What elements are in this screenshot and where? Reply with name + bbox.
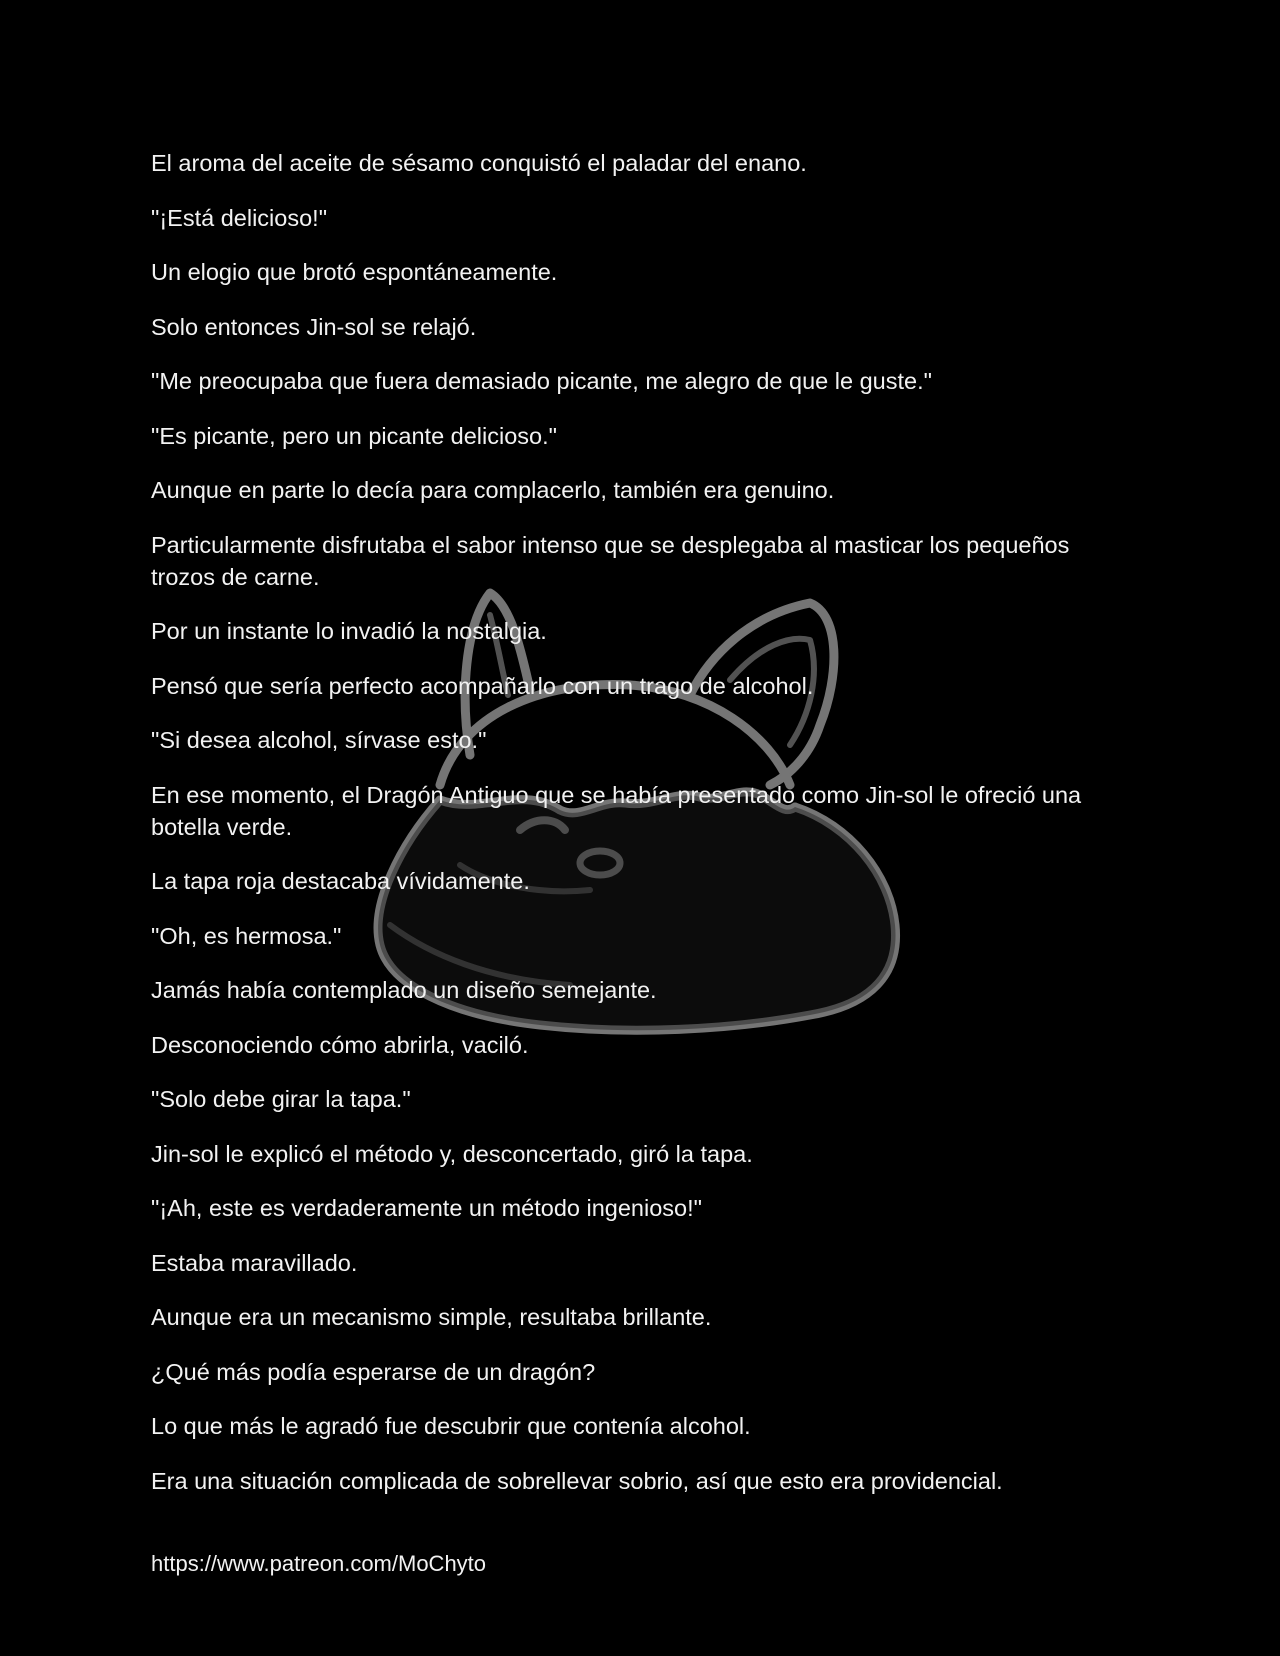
paragraph: Pensó que sería perfecto acompañarlo con un trago de alcohol. <box>151 672 814 699</box>
paragraph: La tapa roja destacaba vívidamente. <box>151 868 530 894</box>
paragraph: Lo que más le agradó fue descubrir que contenía alcohol. <box>151 1413 751 1439</box>
paragraph: Solo entonces Jin-sol se relajó. <box>151 313 477 340</box>
patreon-link[interactable]: https://www.patreon.com/MoChyto <box>151 1551 487 1576</box>
paragraph: El aroma del aceite de sésamo conquistó el paladar del enano. <box>151 150 807 176</box>
paragraph: "Solo debe girar la tapa." <box>151 1086 411 1112</box>
paragraph: En ese momento, el Dragón Antiguo que se había presentado como Jin-sol le ofreció una botella verde. <box>151 781 1082 840</box>
paragraph: Jamás había contemplado un diseño semejante. <box>151 977 657 1003</box>
paragraph: "Si desea alcohol, sírvase esto." <box>151 727 487 753</box>
paragraph: ¿Qué más podía esperarse de un dragón? <box>151 1358 596 1385</box>
paragraph: Era una situación complicada de sobrellevar sobrio, así que esto era providencial. <box>151 1467 1003 1494</box>
paragraph: Por un instante lo invadió la nostalgia. <box>151 618 547 644</box>
paragraph: Aunque en parte lo decía para complacerlo, también era genuino. <box>151 477 835 503</box>
paragraph: "Oh, es hermosa." <box>151 922 342 949</box>
paragraph: "¡Ah, este es verdaderamente un método ingenioso!" <box>151 1195 702 1221</box>
paragraph: Desconociendo cómo abrirla, vaciló. <box>151 1031 529 1058</box>
paragraph: Un elogio que brotó espontáneamente. <box>151 259 558 285</box>
paragraph: "¡Está delicioso!" <box>151 204 328 231</box>
paragraph: Estaba maravillado. <box>151 1249 358 1276</box>
paragraph: "Es picante, pero un picante delicioso." <box>151 422 557 449</box>
story-text <box>151 147 1111 1519</box>
paragraph: "Me preocupaba que fuera demasiado picante, me alegro de que le guste." <box>151 368 932 394</box>
paragraph: Jin-sol le explicó el método y, desconcertado, giró la tapa. <box>151 1140 753 1167</box>
paragraph: Aunque era un mecanismo simple, resultaba brillante. <box>151 1304 712 1330</box>
paragraph: Particularmente disfrutaba el sabor intenso que se desplegaba al masticar los pequeños trozos de carne. <box>151 531 1070 590</box>
